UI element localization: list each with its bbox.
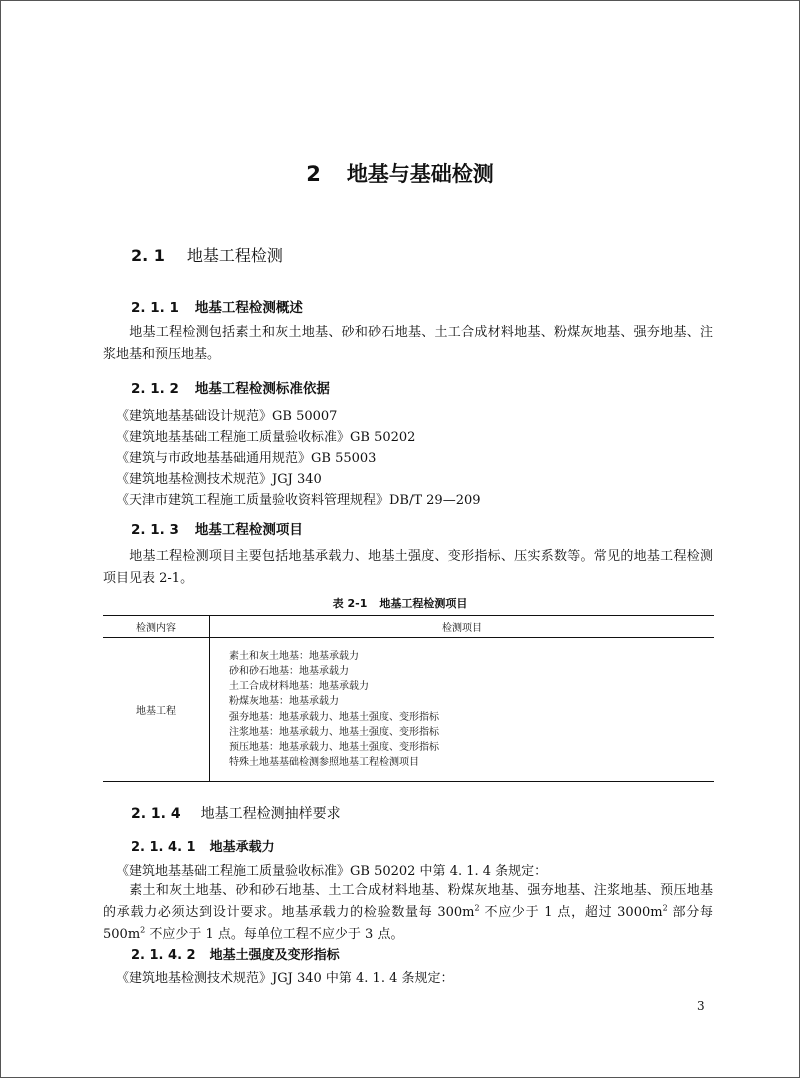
table-cell-category: 地基工程 (103, 638, 210, 782)
paragraph-overview (103, 322, 713, 366)
heading-title: 地基土强度及变形指标 (209, 948, 340, 963)
paragraph-text: 地基工程检测包括素土和灰土地基、砂和砂石地基、土工合成材料地基、粉煤灰地基、强夯地基、注浆地基和预压地基。 (103, 325, 713, 362)
standard-item: 《建筑地基检测技术规范》JGJ 340 (116, 472, 322, 487)
paragraph-text: 不应少于 1 点，超过 3000m (479, 905, 663, 920)
table-caption (0, 595, 800, 611)
paragraph-text: 不应少于 1 点。每单位工程不应少于 3 点。 (145, 927, 404, 942)
heading-number: 2. 1. 3 (131, 522, 179, 538)
standard-item: 《天津市建筑工程施工质量验收资料管理规程》DB/T 29—209 (116, 493, 481, 508)
regulation-reference: 《建筑地基基础工程施工质量验收标准》GB 50202 中第 4. 1. 4 条规定： (116, 864, 548, 879)
table-number: 表 2-1 (332, 597, 368, 610)
table-item: 预压地基：地基承载力、地基土强度、变形指标 (229, 741, 439, 753)
section-title: 地基工程检测 (186, 246, 283, 265)
table-item: 土工合成材料地基：地基承载力 (229, 681, 369, 693)
standard-item: 《建筑地基基础设计规范》GB 50007 (116, 409, 338, 424)
superscript: 2 (140, 925, 146, 935)
heading-2-1-1 (131, 296, 303, 316)
heading-title: 地基工程检测抽样要求 (200, 806, 341, 822)
section-heading (131, 243, 283, 266)
heading-number: 2. 1. 1 (131, 300, 179, 316)
table-title: 地基工程检测项目 (379, 597, 468, 610)
heading-2-1-3 (131, 518, 303, 538)
paragraph-bearing-capacity (103, 880, 713, 946)
paragraph-text: 部分每 500m (103, 905, 713, 942)
table-header: 检测项目 (210, 616, 715, 638)
table-item: 强夯地基：地基承载力、地基土强度、变形指标 (229, 711, 439, 723)
table-item: 特殊土地基基础检测参照地基工程检测项目 (229, 757, 419, 769)
paragraph-items (103, 546, 713, 590)
paragraph-text: 素土和灰土地基、砂和砂石地基、土工合成材料地基、粉煤灰地基、强夯地基、注浆地基、预压地基的承载力必须达到设计要求。地基承载力的检验数量每 300m (103, 883, 713, 920)
inspection-table (103, 615, 714, 782)
heading-2-1-4-1 (131, 836, 275, 855)
heading-title: 地基工程检测标准依据 (194, 381, 330, 397)
chapter-number: 2 (306, 162, 321, 186)
chapter-heading (0, 158, 800, 188)
regulation-reference: 《建筑地基检测技术规范》JGJ 340 中第 4. 1. 4 条规定： (116, 971, 454, 986)
superscript: 2 (662, 903, 668, 913)
heading-number: 2. 1. 4. 2 (131, 948, 196, 963)
table-item: 砂和砂石地基：地基承载力 (229, 665, 349, 677)
superscript: 2 (474, 903, 480, 913)
table-row (103, 638, 714, 782)
heading-2-1-4 (131, 803, 341, 823)
heading-number: 2. 1. 2 (131, 381, 179, 397)
table-header-row (103, 616, 714, 638)
table-header: 检测内容 (103, 616, 210, 638)
table-item: 素土和灰土地基：地基承载力 (229, 650, 359, 662)
section-number: 2. 1 (131, 246, 165, 265)
heading-number: 2. 1. 4 (131, 806, 181, 822)
heading-title: 地基承载力 (209, 840, 275, 855)
heading-2-1-4-2 (131, 944, 340, 963)
standard-item: 《建筑地基基础工程施工质量验收标准》GB 50202 (116, 430, 416, 445)
table-item: 粉煤灰地基：地基承载力 (229, 696, 339, 708)
page-number: 3 (697, 999, 705, 1013)
paragraph-text: 地基工程检测项目主要包括地基承载力、地基土强度、变形指标、压实系数等。常见的地基工程检测项目见表 2-1。 (103, 549, 713, 586)
heading-title: 地基工程检测概述 (194, 300, 303, 316)
heading-title: 地基工程检测项目 (194, 522, 303, 538)
heading-2-1-2 (131, 377, 330, 397)
table-cell-items (210, 638, 715, 782)
standard-item: 《建筑与市政地基基础通用规范》GB 55003 (116, 451, 377, 466)
heading-number: 2. 1. 4. 1 (131, 840, 196, 855)
table-item: 注浆地基：地基承载力、地基土强度、变形指标 (229, 726, 439, 738)
chapter-title: 地基与基础检测 (346, 162, 494, 186)
